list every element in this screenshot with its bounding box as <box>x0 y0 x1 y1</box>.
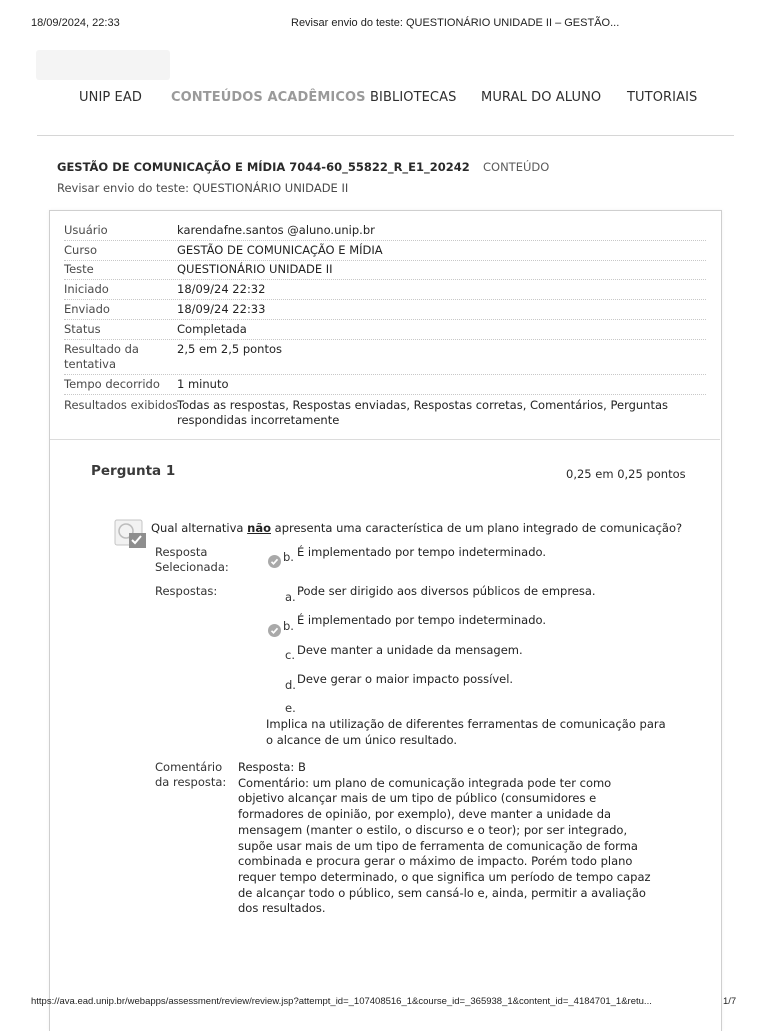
content-link[interactable]: CONTEÚDO <box>483 160 550 174</box>
row-divider <box>64 260 706 261</box>
row-divider <box>64 319 706 320</box>
selected-answer-label: Resposta Selecionada: <box>155 545 229 574</box>
summary-value-curso: GESTÃO DE COMUNICAÇÃO E MÍDIA <box>177 243 383 257</box>
summary-value-tempo: 1 minuto <box>177 377 229 391</box>
course-title[interactable]: GESTÃO DE COMUNICAÇÃO E MÍDIA 7044-60_55822_R_E1_20242 <box>57 160 470 174</box>
summary-label-iniciado: Iniciado <box>64 282 109 296</box>
answer-e-text: Implica na utilização de diferentes ferramentas de comunicação para o alcance de um único resultado. <box>266 717 666 747</box>
answer-d-text: Deve gerar o maior impacto possível. <box>297 672 514 686</box>
summary-value-iniciado: 18/09/24 22:32 <box>177 282 266 296</box>
question-text: Qual alternativa não apresenta uma característica de um plano integrado de comunicação? <box>151 521 683 535</box>
nav-conteudos-academicos[interactable]: CONTEÚDOS ACADÊMICOS <box>171 90 366 105</box>
unip-logo[interactable] <box>36 50 170 80</box>
summary-value-resultado: 2,5 em 2,5 pontos <box>177 342 282 356</box>
summary-label-resultados-exibidos: Resultados exibidos <box>64 398 179 412</box>
nav-tutoriais[interactable]: TUTORIAIS <box>627 90 698 105</box>
print-datetime: 18/09/2024, 22:33 <box>31 17 120 29</box>
header-divider <box>37 135 734 136</box>
question-heading: Pergunta 1 <box>91 463 176 479</box>
answer-c-text: Deve manter a unidade da mensagem. <box>297 643 523 657</box>
print-page-number: 1/7 <box>723 996 737 1007</box>
summary-divider <box>50 439 720 440</box>
summary-label-tempo: Tempo decorrido <box>64 377 160 391</box>
row-divider <box>64 240 706 241</box>
nav-mural-do-aluno[interactable]: MURAL DO ALUNO <box>481 90 602 105</box>
breadcrumb: Revisar envio do teste: QUESTIONÁRIO UNIDADE II <box>57 181 349 195</box>
nav-unip-ead[interactable]: UNIP EAD <box>79 90 142 105</box>
row-divider <box>64 299 706 300</box>
nav-bibliotecas[interactable]: BIBLIOTECAS <box>370 90 457 105</box>
row-divider <box>64 394 706 395</box>
answer-a-letter: a. <box>285 590 296 604</box>
graded-correct-icon <box>114 519 147 549</box>
summary-label-status: Status <box>64 322 101 336</box>
summary-label-usuario: Usuário <box>64 223 108 237</box>
comment-label: Comentário da resposta: <box>155 760 227 789</box>
print-page-title: Revisar envio do teste: QUESTIONÁRIO UNIDADE II – GESTÃO... <box>291 17 620 29</box>
summary-value-status: Completada <box>177 322 247 336</box>
summary-label-resultado: Resultado da tentativa <box>64 342 139 371</box>
answer-c-letter: c. <box>285 648 295 662</box>
comment-text: Comentário: um plano de comunicação integrada pode ter como objetivo alcançar mais de um tipo de público (consumidores e formadores de opinião, por exemplo), deve manter a unidade da mensagem (manter o estilo, o discurso e o teor); por ser integrado, supõe usar mais de um tipo de ferramenta de comunicação de forma combinada e procura gerar o máximo de impacto. Porém todo plano requer tempo determinado, o que significa um período de tempo capaz de alcançar todo o público, sem cansá-lo e, ainda, permitir a avaliação dos resultados. <box>238 775 651 916</box>
correct-check-icon <box>268 553 281 566</box>
row-divider <box>64 279 706 280</box>
row-divider <box>64 339 706 340</box>
selected-answer-text: É implementado por tempo indeterminado. <box>297 545 546 559</box>
row-divider <box>64 374 706 375</box>
answers-label: Respostas: <box>155 584 218 598</box>
summary-label-teste: Teste <box>64 262 94 276</box>
question-emphasis: não <box>247 521 271 535</box>
summary-value-teste: QUESTIONÁRIO UNIDADE II <box>177 262 333 276</box>
summary-value-enviado: 18/09/24 22:33 <box>177 302 266 316</box>
answer-b-letter: b. <box>283 619 294 633</box>
summary-value-usuario: karendafne.santos @aluno.unip.br <box>177 223 375 237</box>
answer-b-text: É implementado por tempo indeterminado. <box>297 613 546 627</box>
comment-body <box>238 760 658 917</box>
selected-answer-letter: b. <box>283 550 294 564</box>
answer-a-text: Pode ser dirigido aos diversos públicos de empresa. <box>297 584 596 598</box>
summary-label-enviado: Enviado <box>64 302 110 316</box>
summary-value-resultados-exibidos: Todas as respostas, Respostas enviadas, Respostas corretas, Comentários, Perguntas respondidas incorretamente <box>177 398 669 427</box>
correct-check-icon <box>268 622 281 635</box>
print-url: https://ava.ead.unip.br/webapps/assessment/review/review.jsp?attempt_id=_107408516_1&course_id=_365938_1&content_id=_4184701_1&retu... <box>31 996 652 1007</box>
answer-d-letter: d. <box>285 678 296 692</box>
question-points: 0,25 em 0,25 pontos <box>566 467 686 481</box>
summary-label-curso: Curso <box>64 243 98 257</box>
answer-e-letter: e. <box>285 701 296 715</box>
comment-answer: Resposta: B <box>238 760 306 774</box>
